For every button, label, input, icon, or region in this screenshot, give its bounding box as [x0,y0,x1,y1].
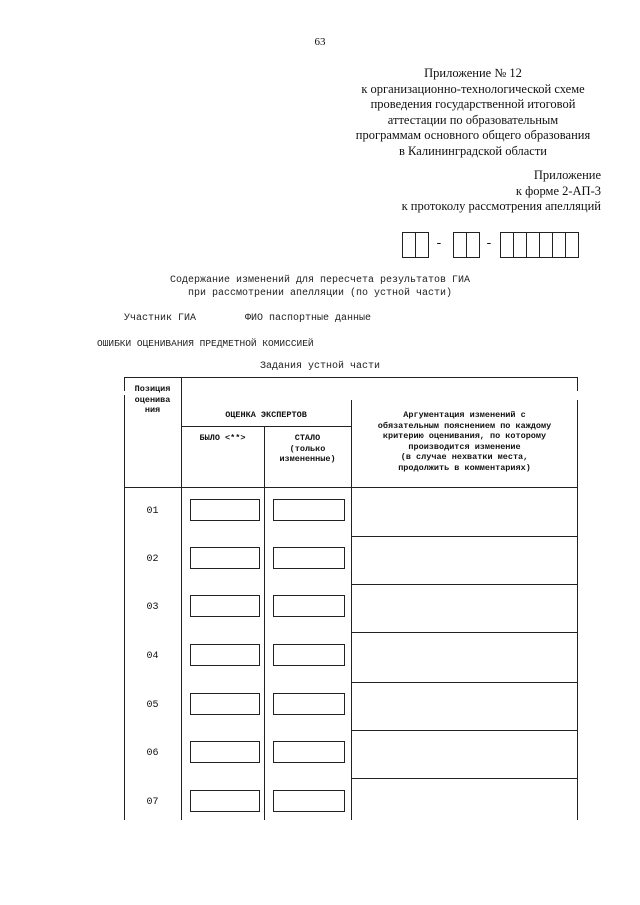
was-score-box[interactable] [190,741,260,763]
code-separator: - [435,236,443,251]
code-digit-box[interactable] [415,232,429,258]
became-score-box[interactable] [273,595,345,617]
became-score-box[interactable] [273,547,345,569]
became-score-box[interactable] [273,790,345,812]
argument-header-line: критерию оценивания, по которому [382,431,547,441]
argument-header-line: производится изменение [408,441,521,452]
position-header-line: оценива [134,394,171,405]
code-digit-box[interactable] [565,232,579,258]
appendix-sub-line: к форме 2-АП-3 [515,183,601,198]
code-digit-box[interactable] [500,232,514,258]
position-number: 04 [146,651,159,662]
became-score-box[interactable] [273,644,345,666]
code-digit-box[interactable] [466,232,480,258]
argument-header-line: (в случае нехватки места, [400,452,529,462]
argument-row-line [351,632,577,633]
table-right-border [577,400,578,820]
table-header-bottom [124,487,577,488]
argument-header [352,410,577,473]
code-digit-box[interactable] [552,232,566,258]
code-digit-box[interactable] [513,232,527,258]
document-title: Содержание изменений для пересчета результатов ГИА [169,275,471,286]
argument-row-line [351,778,577,779]
position-number: 06 [146,748,159,759]
appendix-main-line: проведения государственной итоговой [370,97,576,111]
appendix-main-line: к организационно-технологической схеме [361,81,585,96]
position-header-line: Позиция [134,384,171,394]
code-digit-box[interactable] [402,232,416,258]
page-number: 63 [314,36,326,48]
was-header: БЫЛО <**> [199,433,246,443]
became-header-line: (только [289,443,326,454]
position-number: 05 [146,700,159,711]
position-header-line: ния [144,405,161,415]
became-header [264,433,351,465]
was-score-box[interactable] [190,499,260,521]
table-top-border [124,377,577,378]
argument-row-line [351,730,577,731]
position-number: 03 [146,602,159,613]
experts-header: ОЦЕНКА ЭКСПЕРТОВ [225,410,307,420]
was-score-box[interactable] [190,693,260,715]
became-score-box[interactable] [273,741,345,763]
became-score-box[interactable] [273,499,345,521]
was-became-divider [264,426,265,820]
errors-heading: ОШИБКИ ОЦЕНИВАНИЯ ПРЕДМЕТНОЙ КОМИССИЕЙ [97,338,314,349]
code-digit-box[interactable] [526,232,540,258]
was-score-box[interactable] [190,790,260,812]
appendix-main-heading [343,66,603,159]
argument-row-line [351,682,577,683]
appendix-sub-line: к протоколу рассмотрения апелляций [401,199,601,213]
appendix-sub-line: Приложение [533,168,601,182]
position-number: 07 [146,797,159,808]
was-score-box[interactable] [190,595,260,617]
became-header-line: СТАЛО [294,433,321,443]
appendix-main-line: Приложение № 12 [424,66,522,80]
argument-header-line: продолжить в комментариях) [398,462,531,473]
was-score-box[interactable] [190,644,260,666]
position-number: 01 [146,506,159,517]
appendix-main-line: в Калининградской области [399,143,547,158]
oral-tasks-heading: Задания устной части [259,361,381,372]
became-header-line: измененные) [279,454,336,464]
appendix-main-line: программам основного общего образования [355,128,591,142]
appendix-sub-heading [371,168,601,215]
code-digit-box[interactable] [453,232,467,258]
experts-subheader-line [181,426,351,427]
position-number: 02 [146,554,159,565]
participant-fields: ФИО паспортные данные [245,313,372,324]
table-right-tick [577,377,578,391]
participant-label: Участник ГИА [124,313,197,324]
argument-row-line [351,584,577,585]
code-digit-box[interactable] [539,232,553,258]
code-separator: - [485,236,493,251]
argument-header-line: Аргументация изменений с [403,410,526,420]
argument-row-line [351,536,577,537]
appendix-main-line: аттестации по образовательным [387,112,559,127]
document-subtitle: при рассмотрении апелляции (по устной части) [187,288,453,299]
was-score-box[interactable] [190,547,260,569]
became-score-box[interactable] [273,693,345,715]
position-header [124,384,181,416]
argument-header-line: обязательным пояснением по каждому [377,420,552,431]
